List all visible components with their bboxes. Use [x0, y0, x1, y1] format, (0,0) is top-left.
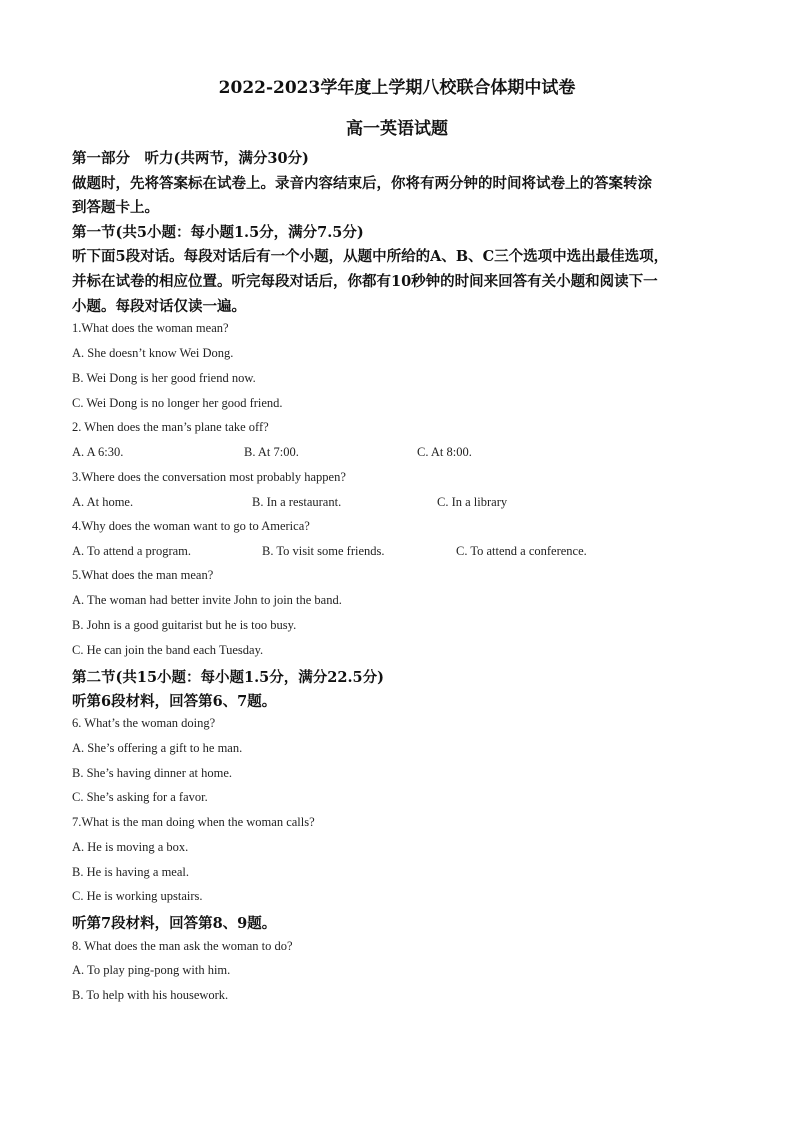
q1-option-c: C. Wei Dong is no longer her good friend. — [72, 396, 283, 410]
q3-question: 3.Where does the conversation most probably happen? — [72, 470, 346, 484]
q7-question: 7.What is the man doing when the woman calls? — [72, 815, 315, 829]
part1-instruction-line1: 做题时，先将答案标在试卷上。录音内容结束后，你将有两分钟的时间将试卷上的答案转涂 — [72, 175, 652, 192]
q6-option-c: C. She’s asking for a favor. — [72, 790, 208, 804]
q4-question: 4.Why does the woman want to go to America? — [72, 519, 310, 533]
q6-option-a: A. She’s offering a gift to he man. — [72, 741, 243, 755]
q5-question: 5.What does the man mean? — [72, 568, 214, 582]
q2-question: 2. When does the man’s plane take off? — [72, 420, 269, 434]
section1-instruction-line1: 听下面5段对话。每段对话后有一个小题，从题中所给的A、B、C三个选项中选出最佳选项， — [72, 248, 669, 265]
q1-question: 1.What does the woman mean? — [72, 321, 229, 335]
q5-option-b: B. John is a good guitarist but he is too busy. — [72, 618, 297, 632]
material7-heading: 听第7段材料，回答第8、9题。 — [72, 915, 277, 932]
exam-title: 2022-2023学年度上学期八校联合体期中试卷 — [218, 78, 576, 98]
q4-option-b: B. To visit some friends. — [262, 544, 385, 558]
section1-heading: 第一节(共5小题：每小题1.5分，满分7.5分) — [72, 224, 364, 241]
q1-option-b: B. Wei Dong is her good friend now. — [72, 371, 256, 385]
q7-option-b: B. He is having a meal. — [72, 865, 189, 879]
material6-heading: 听第6段材料，回答第6、7题。 — [72, 693, 277, 710]
q8-question: 8. What does the man ask the woman to do? — [72, 939, 293, 953]
q6-option-b: B. She’s having dinner at home. — [72, 766, 233, 780]
q7-option-c: C. He is working upstairs. — [72, 889, 203, 903]
q4-option-a: A. To attend a program. — [72, 544, 192, 558]
q8-option-a: A. To play ping-pong with him. — [72, 963, 231, 977]
section2-heading: 第二节(共15小题：每小题1.5分，满分22.5分) — [72, 669, 384, 686]
q2-option-b: B. At 7:00. — [244, 445, 299, 459]
q5-option-a: A. The woman had better invite John to join the band. — [72, 593, 342, 607]
section1-instruction-line3: 小题。每段对话仅读一遍。 — [72, 298, 246, 315]
section1-instruction-line2: 并标在试卷的相应位置。听完每段对话后，你都有10秒钟的时间来回答有关小题和阅读下一 — [72, 273, 658, 290]
q3-option-b: B. In a restaurant. — [252, 495, 342, 509]
q1-option-a: A. She doesn’t know Wei Dong. — [72, 346, 234, 360]
q5-option-c: C. He can join the band each Tuesday. — [72, 643, 264, 657]
exam-subtitle: 高一英语试题 — [346, 119, 448, 139]
q4-option-c: C. To attend a conference. — [456, 544, 587, 558]
q3-option-c: C. In a library — [437, 495, 508, 509]
q7-option-a: A. He is moving a box. — [72, 840, 189, 854]
part1-heading: 第一部分 听力(共两节，满分30分) — [72, 150, 309, 167]
q6-question: 6. What’s the woman doing? — [72, 716, 216, 730]
part1-instruction-line2: 到答题卡上。 — [72, 199, 159, 216]
q2-option-c: C. At 8:00. — [417, 445, 472, 459]
q3-option-a: A. At home. — [72, 495, 134, 509]
q2-option-a: A. A 6:30. — [72, 445, 124, 459]
q8-option-b: B. To help with his housework. — [72, 988, 229, 1002]
